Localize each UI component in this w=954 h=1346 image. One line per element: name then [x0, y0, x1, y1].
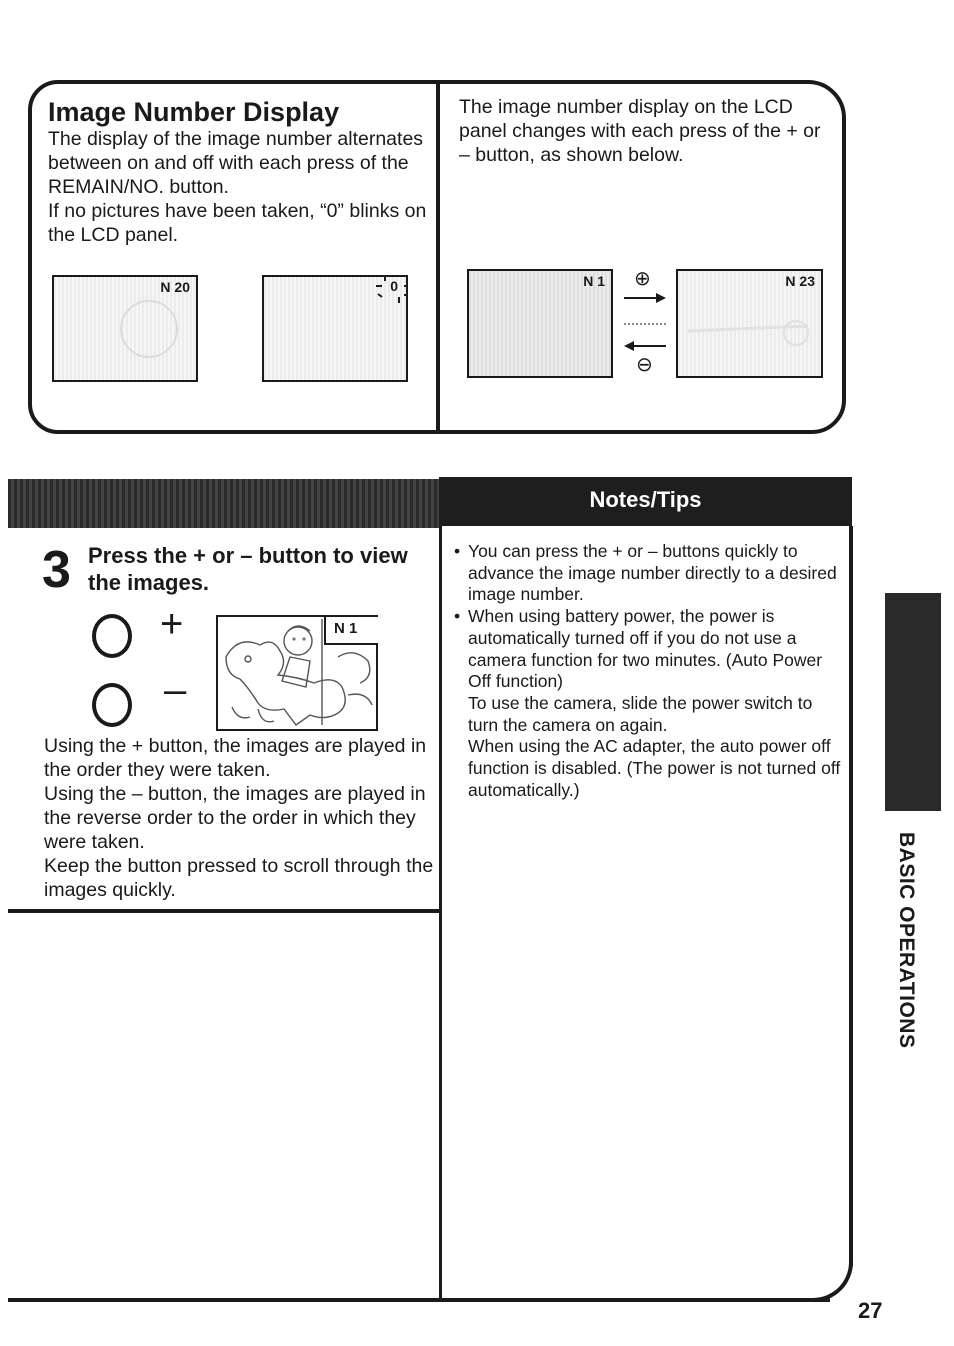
lcd-panel-number-1	[467, 269, 613, 378]
lcd-panel-illustration	[52, 275, 198, 382]
minus-button-icon: ⊖	[636, 354, 653, 376]
lcd-image-number: N 23	[785, 273, 815, 289]
bottom-border	[8, 1298, 830, 1302]
panel-divider	[436, 82, 440, 432]
side-section-label: BASIC OPERATIONS	[895, 832, 918, 1049]
section-side-tab	[885, 593, 941, 811]
step-end-rule	[8, 909, 440, 913]
minus-button-dial-icon	[92, 683, 132, 727]
section-title: Image Number Display	[48, 97, 340, 127]
list-item: When using the AC adapter, the auto power off function is disabled. (The power is not turned off automatically.)	[468, 736, 841, 800]
plus-sign: +	[160, 602, 184, 646]
minus-sign: –	[164, 668, 187, 712]
list-item: To use the camera, slide the power switch to turn the camera on again.	[468, 692, 813, 735]
arrows-icon	[622, 290, 670, 356]
step-paragraph: Using the + button, the images are played in the order they were taken.	[44, 735, 427, 781]
column-divider	[439, 526, 442, 1302]
notes-list	[454, 541, 844, 801]
step-paragraph: Using the – button, the images are played in the reverse order to the order in which they were taken.	[44, 783, 426, 853]
step-paragraph: Keep the button pressed to scroll through the images quickly.	[44, 855, 434, 901]
lcd-playback-illustration	[216, 615, 378, 731]
description-paragraph: If no pictures have been taken, “0” blinks on the LCD panel.	[48, 200, 427, 246]
plus-button-dial-icon	[92, 614, 132, 658]
faded-image-icon	[54, 277, 196, 380]
lcd-change-description: The image number display on the LCD panel changes with each press of the + or – button, as shown below.	[459, 96, 821, 166]
plus-button-icon: ⊕	[634, 268, 651, 290]
right-border	[849, 526, 853, 1266]
description-paragraph: The display of the image number alternates between on and off with each press of the REMAIN/NO. button.	[48, 128, 424, 198]
lcd-image-number: N 1	[583, 273, 605, 289]
list-item: • You can press the + or – buttons quickly to advance the image number directly to a desired image number.	[454, 541, 844, 606]
lcd-blinking-zero: 0	[390, 278, 398, 294]
rounded-corner	[808, 1230, 853, 1302]
step-description	[44, 734, 438, 902]
lcd-panel-number-23	[676, 269, 823, 378]
lcd-image-number: N 20	[160, 279, 190, 295]
section-description	[48, 127, 428, 247]
child-on-carousel-horse-icon	[218, 617, 376, 729]
lcd-image-number: N 1	[334, 620, 358, 637]
lcd-panel-blinking-illustration	[262, 275, 408, 382]
page-number: 27	[858, 1298, 883, 1323]
step-heading: Press the + or – button to view the images.	[88, 543, 408, 595]
blink-rays-icon	[264, 277, 406, 380]
step-header-bar	[8, 479, 439, 528]
list-item: • When using battery power, the power is automatically turned off if you do not use a camera function for two minutes. (Auto Power Off function)	[454, 606, 844, 693]
step-number: 3	[42, 541, 71, 599]
faded-image-icon	[678, 271, 821, 376]
notes-title: Notes/Tips	[589, 487, 702, 512]
